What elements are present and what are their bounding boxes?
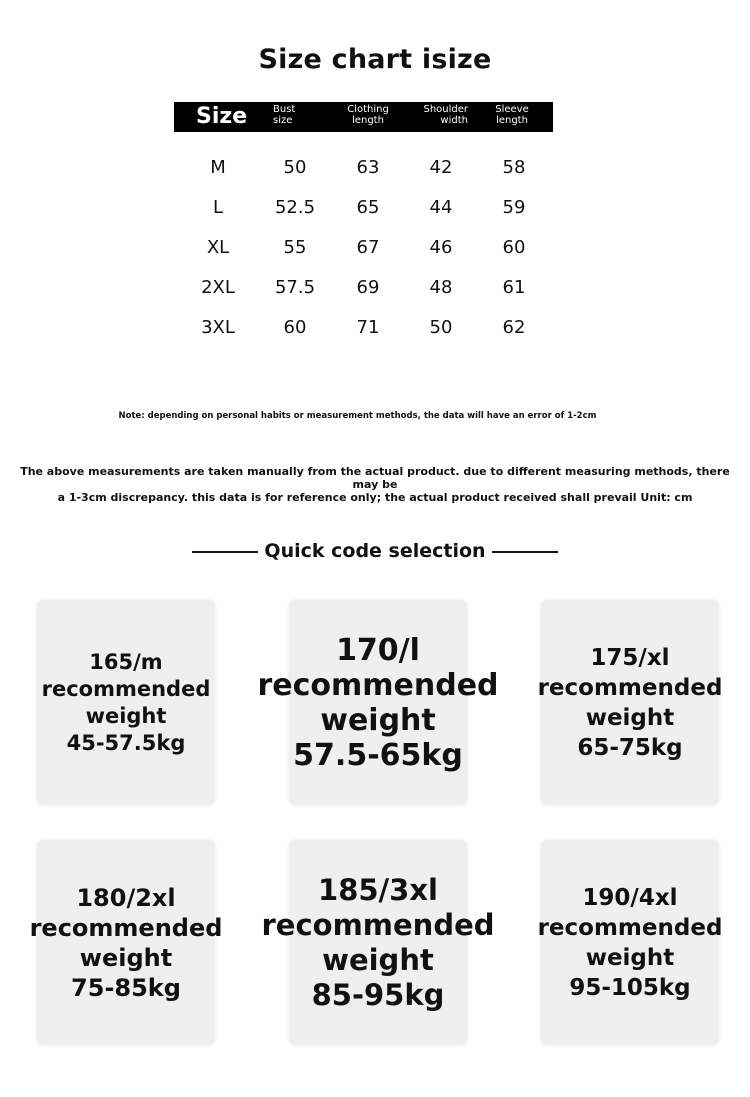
card-size: 180/2xl — [76, 883, 176, 912]
cell-bust: 52.5 — [274, 197, 316, 218]
header-clothing-length: Clothing length — [347, 104, 389, 126]
card-size: 165/m — [89, 649, 163, 674]
cell-sleeve: 59 — [502, 197, 526, 218]
size-card-170-l[interactable] — [257, 600, 499, 805]
card-label: weight — [79, 943, 173, 972]
measurement-description — [14, 465, 736, 504]
cell-sleeve: 61 — [502, 277, 526, 298]
cell-length: 63 — [356, 157, 380, 178]
cell-size: L — [212, 197, 224, 218]
header-bust: Bust size — [273, 104, 296, 126]
card-weight: 57.5-65kg — [293, 737, 463, 773]
measurement-note: Note: depending on personal habits or measurement methods, the data will have an error of 1-2cm — [118, 411, 597, 421]
card-size: 175/xl — [590, 644, 670, 671]
cell-size: 2XL — [201, 277, 235, 298]
quick-code-title: Quick code selection — [264, 540, 486, 562]
cell-bust: 57.5 — [274, 277, 316, 298]
size-card-175-xl[interactable] — [537, 600, 723, 805]
cell-length: 65 — [356, 197, 380, 218]
header-sleeve-length: Sleeve length — [495, 104, 529, 126]
card-label: recommended — [41, 676, 211, 701]
table-row — [174, 197, 553, 237]
table-row — [174, 157, 553, 197]
cell-length: 69 — [356, 277, 380, 298]
card-label: recommended — [537, 914, 723, 941]
card-size: 190/4xl — [582, 884, 678, 911]
table-header — [174, 102, 553, 132]
table-row — [174, 317, 553, 357]
cell-length: 67 — [356, 237, 380, 258]
card-label: weight — [585, 704, 675, 731]
cell-sleeve: 58 — [502, 157, 526, 178]
card-label: weight — [85, 703, 167, 728]
cell-shoulder: 42 — [429, 157, 453, 178]
description-line: a 1-3cm discrepancy. this data is for reference only; the actual product received shall prevail Unit: cm — [57, 491, 693, 504]
card-weight: 45-57.5kg — [66, 730, 186, 755]
cell-bust: 60 — [283, 317, 307, 338]
card-size: 185/3xl — [318, 872, 438, 907]
cell-bust: 50 — [283, 157, 307, 178]
cell-shoulder: 50 — [429, 317, 453, 338]
cell-shoulder: 44 — [429, 197, 453, 218]
quick-code-heading — [0, 540, 750, 562]
page-title: Size chart isize — [258, 44, 492, 75]
cell-length: 71 — [356, 317, 380, 338]
cell-size: M — [210, 157, 226, 178]
cell-sleeve: 62 — [502, 317, 526, 338]
table-row — [174, 277, 553, 317]
size-card-180-2xl[interactable] — [29, 840, 223, 1045]
heading-divider-left — [192, 551, 258, 553]
card-label: recommended — [537, 674, 723, 701]
card-label: recommended — [29, 913, 223, 942]
size-card-165-m[interactable] — [37, 600, 215, 805]
size-card-185-3xl[interactable] — [261, 840, 495, 1045]
table-row — [174, 237, 553, 277]
size-card-190-4xl[interactable] — [537, 840, 723, 1045]
card-weight: 65-75kg — [577, 734, 683, 761]
cell-shoulder: 48 — [429, 277, 453, 298]
heading-divider-right — [492, 551, 558, 553]
card-label: weight — [322, 942, 434, 977]
card-label: recommended — [257, 667, 499, 703]
card-weight: 85-95kg — [311, 977, 445, 1012]
cell-bust: 55 — [283, 237, 307, 258]
card-label: weight — [585, 944, 675, 971]
description-line: The above measurements are taken manually from the actual product. due to different measuring methods, there may be — [20, 465, 730, 491]
card-weight: 75-85kg — [71, 973, 181, 1002]
cell-shoulder: 46 — [429, 237, 453, 258]
cell-size: XL — [206, 237, 230, 258]
card-label: weight — [320, 702, 436, 738]
card-size: 170/l — [336, 632, 420, 668]
cell-size: 3XL — [201, 317, 235, 338]
card-weight: 95-105kg — [569, 974, 691, 1001]
card-label: recommended — [261, 907, 495, 942]
header-size: Size — [196, 104, 248, 129]
cell-sleeve: 60 — [502, 237, 526, 258]
header-shoulder-width: Shoulder width — [423, 104, 468, 126]
